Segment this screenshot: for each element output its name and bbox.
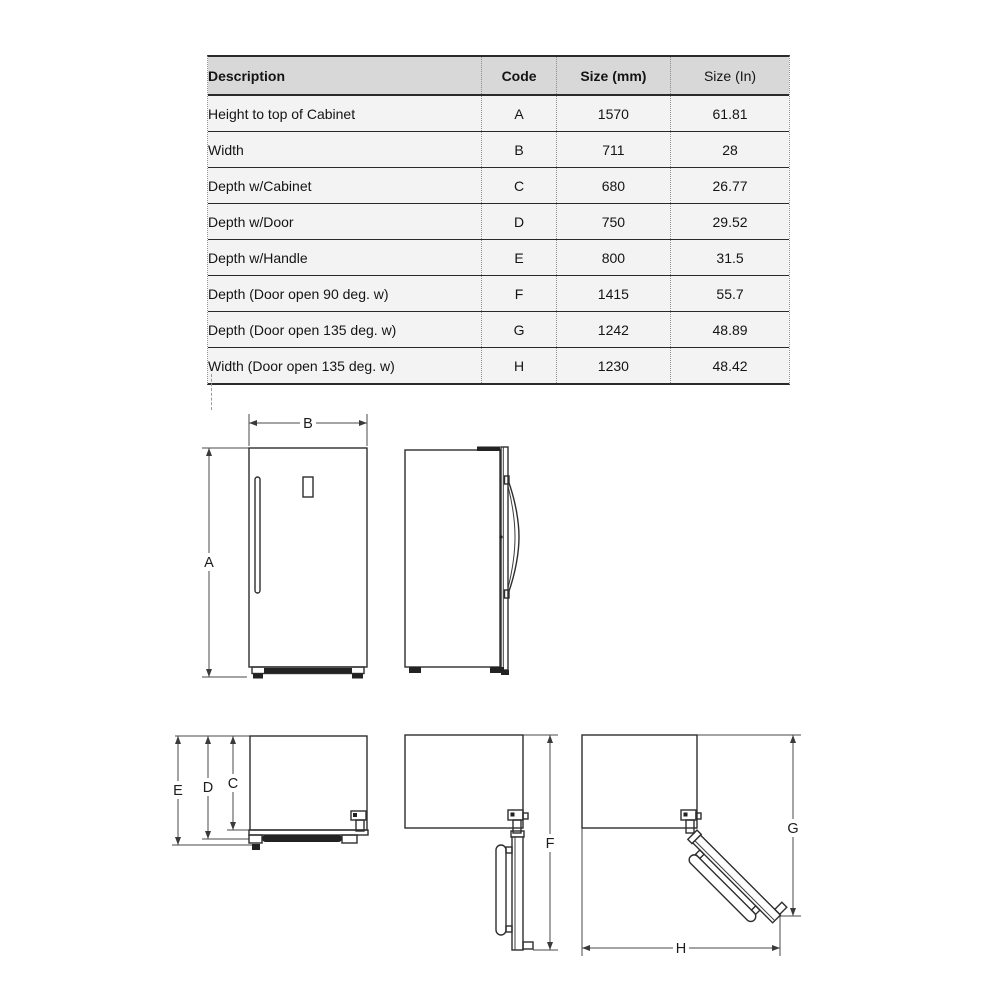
header-description: Description — [208, 57, 482, 95]
top-hinge-cover — [477, 447, 500, 452]
door-end-cap — [523, 942, 533, 949]
dim-label-b: B — [303, 416, 313, 432]
dim-label-e: E — [173, 783, 183, 799]
foot — [490, 667, 504, 673]
cell-code: D — [482, 204, 556, 240]
table-row — [208, 95, 789, 132]
cell-size-mm: 1230 — [556, 348, 670, 384]
side-view-drawing — [395, 438, 530, 683]
cabinet-top-outline — [249, 736, 368, 850]
cell-code: E — [482, 240, 556, 276]
cell-size-mm: 750 — [556, 204, 670, 240]
door-handle — [262, 835, 342, 842]
cell-size-mm: 800 — [556, 240, 670, 276]
top-view-closed-drawing — [165, 723, 380, 865]
table-row — [208, 276, 789, 312]
table-row — [208, 240, 789, 276]
foot — [253, 674, 263, 679]
fridge-front-outline — [249, 448, 367, 679]
cell-size-mm: 711 — [556, 132, 670, 168]
door-open-90 — [496, 831, 533, 950]
cell-description: Depth w/Cabinet — [208, 168, 482, 204]
cell-code: B — [482, 132, 556, 168]
cell-size-in: 31.5 — [671, 240, 789, 276]
cell-code: C — [482, 168, 556, 204]
dim-label-a: A — [204, 555, 214, 571]
top-view-open-90-drawing — [400, 723, 570, 963]
header-size-in: Size (In) — [671, 57, 789, 95]
cell-size-in: 26.77 — [671, 168, 789, 204]
cell-description: Depth w/Handle — [208, 240, 482, 276]
cabinet-top-outline — [405, 735, 528, 833]
cell-description: Depth w/Door — [208, 204, 482, 240]
foot — [409, 667, 421, 673]
cell-description: Height to top of Cabinet — [208, 95, 482, 132]
cell-size-in: 48.42 — [671, 348, 789, 384]
table-row — [208, 168, 789, 204]
cell-code: G — [482, 312, 556, 348]
cell-size-in: 28 — [671, 132, 789, 168]
table-row — [208, 204, 789, 240]
cell-size-in: 48.89 — [671, 312, 789, 348]
fridge-side-outline — [405, 447, 519, 676]
cell-size-in: 29.52 — [671, 204, 789, 240]
foot — [352, 674, 363, 679]
cell-size-mm: 680 — [556, 168, 670, 204]
closed-door — [249, 830, 368, 850]
dim-label-f: F — [545, 836, 555, 852]
front-view-drawing — [190, 398, 380, 688]
cell-code: A — [482, 95, 556, 132]
header-size-mm: Size (mm) — [556, 57, 670, 95]
cell-size-in: 55.7 — [671, 276, 789, 312]
cell-code: H — [482, 348, 556, 384]
hinge-screw — [499, 535, 502, 538]
dim-label-d: D — [202, 780, 214, 796]
cell-size-mm: 1570 — [556, 95, 670, 132]
cell-description: Width — [208, 132, 482, 168]
cell-description: Depth (Door open 90 deg. w) — [208, 276, 482, 312]
table-row — [208, 348, 789, 384]
cell-size-in: 61.81 — [671, 95, 789, 132]
dim-label-c: C — [227, 776, 239, 792]
dim-label-h: H — [675, 941, 687, 957]
cell-size-mm: 1242 — [556, 312, 670, 348]
dimensions-table — [207, 55, 790, 385]
top-view-open-135-drawing — [575, 723, 815, 973]
cabinet-top-outline — [582, 735, 701, 833]
door-handle — [496, 845, 506, 935]
hinge-foot — [252, 844, 260, 850]
table-row — [208, 132, 789, 168]
cell-code: F — [482, 276, 556, 312]
table-header-row — [208, 57, 789, 95]
table-row — [208, 312, 789, 348]
door-open-135 — [677, 824, 787, 934]
cell-description: Width (Door open 135 deg. w) — [208, 348, 482, 384]
cell-size-mm: 1415 — [556, 276, 670, 312]
dim-label-g: G — [787, 821, 799, 837]
cell-description: Depth (Door open 135 deg. w) — [208, 312, 482, 348]
header-code: Code — [482, 57, 556, 95]
